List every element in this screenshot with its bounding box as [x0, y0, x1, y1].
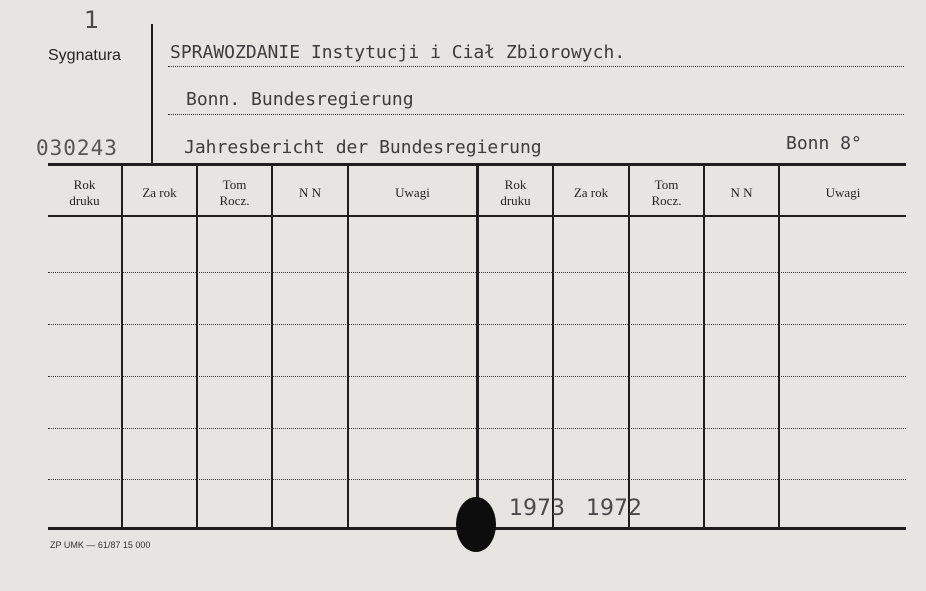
header-rok-druku: Rok druku — [69, 177, 100, 208]
column-line — [121, 166, 123, 528]
header-rok-druku: Rok druku — [500, 177, 531, 208]
year-entry: 1972 — [586, 496, 642, 521]
column-line — [628, 166, 630, 528]
printer-note: ZP UMK — 61/87 15 000 — [50, 540, 151, 550]
shelf-number: 030243 — [36, 136, 118, 160]
row-rule — [48, 272, 906, 273]
column-line — [271, 166, 273, 528]
dotted-rule — [168, 66, 904, 67]
header-tom-rocz: Tom Rocz. — [219, 177, 250, 208]
column-line — [347, 166, 349, 528]
column-line — [778, 166, 780, 528]
title-line-3: Jahresbericht der Bundesregierung — [184, 137, 542, 158]
center-column-line — [476, 166, 479, 528]
header-nn: N N — [298, 185, 322, 200]
column-line — [552, 166, 554, 528]
row-rule — [48, 479, 906, 480]
row-rule — [48, 428, 906, 429]
column-line — [196, 166, 198, 528]
corner-mark: 1 — [84, 6, 100, 34]
header-za-rok: Za rok — [142, 185, 177, 200]
header-tom-rocz: Tom Rocz. — [651, 177, 682, 208]
header-nn: N N — [730, 185, 753, 200]
dotted-rule — [168, 114, 904, 115]
title-line-1: SPRAWOZDANIE Instytucji i Ciał Zbiorowych. — [170, 42, 626, 63]
title-line-2: Bonn. Bundesregierung — [186, 89, 414, 110]
signature-divider — [151, 24, 153, 166]
sygnatura-label: Sygnatura — [48, 47, 121, 64]
year-entry: 1973 — [509, 496, 565, 521]
column-line — [703, 166, 705, 528]
place-format: Bonn 8° — [786, 133, 862, 154]
header-za-rok: Za rok — [573, 185, 609, 200]
header-uwagi: Uwagi — [825, 185, 861, 200]
header-uwagi: Uwagi — [395, 185, 430, 200]
row-rule — [48, 324, 906, 325]
row-rule — [48, 376, 906, 377]
punch-hole — [456, 497, 496, 552]
